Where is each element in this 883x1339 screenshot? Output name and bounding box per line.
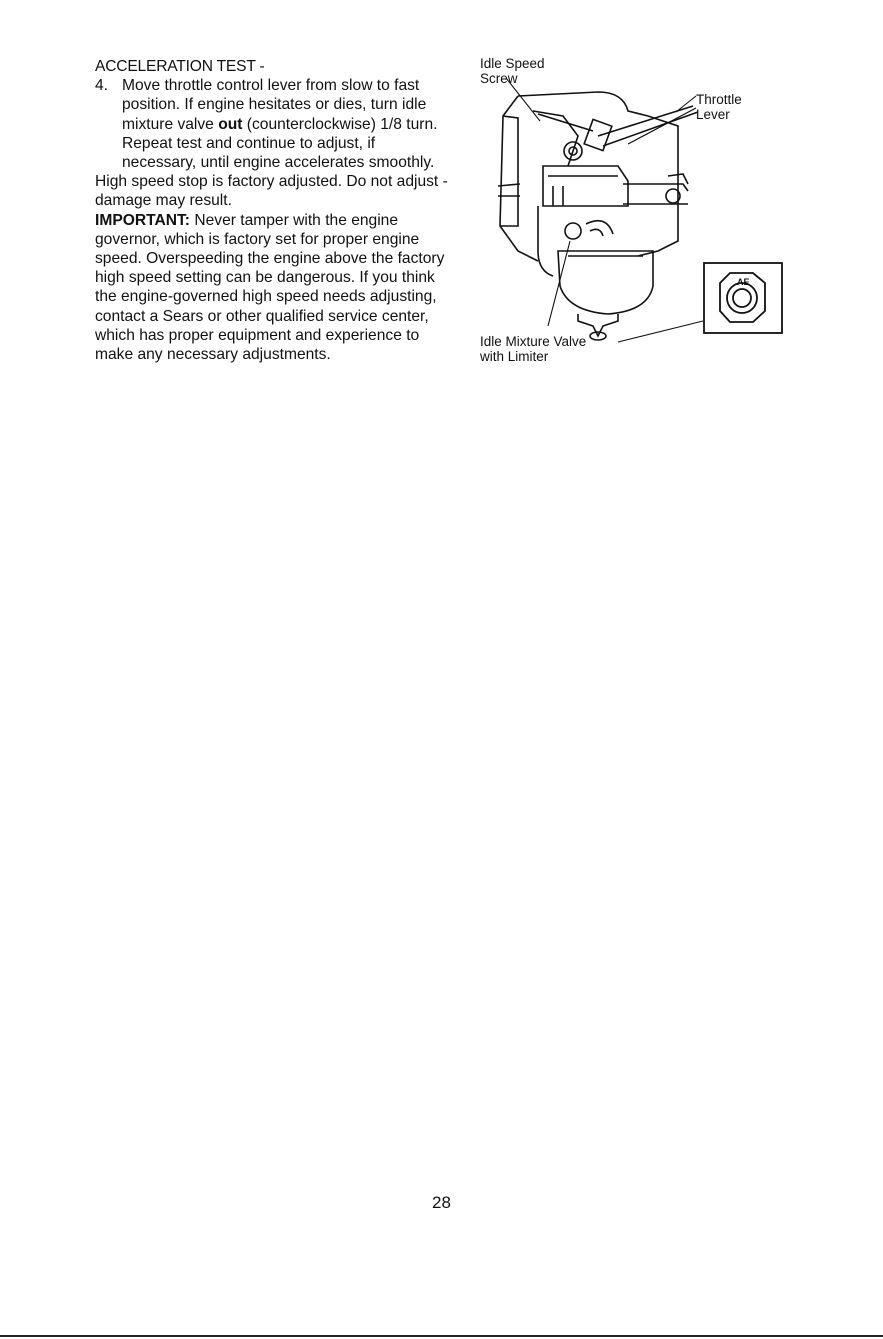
label-idle-mixture-valve: Idle Mixture Valve with Limiter xyxy=(480,334,587,364)
important-text: Never tamper with the engine governor, which is factory set for proper engine speed. Overspeeding the engine above the factory high speed setting can be dangerous. If you think the engine-governed high speed needs adjusting, contact a Sears or other qualified service center, which has proper equipment and experience to make any necessary adjustments. xyxy=(95,211,445,364)
limiter-inset xyxy=(704,263,782,333)
instructions-column xyxy=(95,57,450,364)
page-number: 28 xyxy=(432,1193,451,1212)
label-throttle-lever: Throttle Lever xyxy=(696,92,742,122)
step-text-1: Move throttle control lever from slow to fast position. If engine hesitates or dies, turn idle mixture valve xyxy=(122,77,427,133)
inset-badge-label: AE xyxy=(737,277,750,287)
carburetor-figure xyxy=(478,56,788,376)
important-label: IMPORTANT: xyxy=(95,211,190,229)
bottom-rule xyxy=(0,1335,883,1337)
high-speed-note: High speed stop is factory adjusted. Do not adjust - damage may result. xyxy=(95,173,448,210)
label-idle-speed-screw: Idle Speed Screw xyxy=(480,56,545,86)
step-4 xyxy=(95,76,450,172)
important-note xyxy=(95,211,450,365)
section-heading: ACCELERATION TEST - xyxy=(95,58,265,75)
step-number: 4. xyxy=(95,77,109,95)
step-text-2: (counterclockwise) 1/8 turn. Repeat test and continue to adjust, if necessary, until engine accelerates smoothly. xyxy=(122,115,438,172)
step-bold-out: out xyxy=(218,115,243,133)
